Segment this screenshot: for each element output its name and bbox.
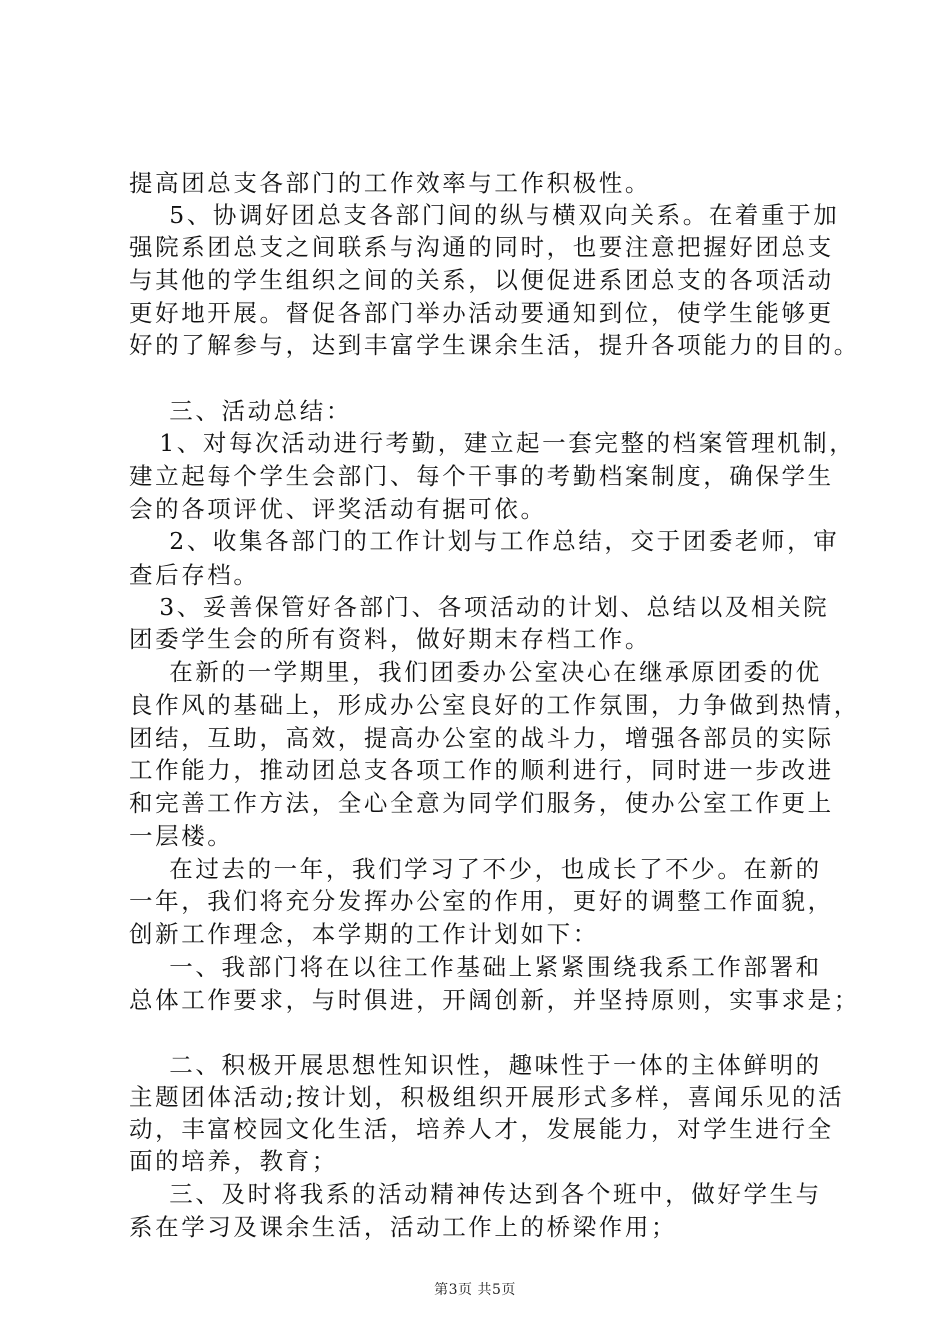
text-line: 2、收集各部门的工作计划与工作总结，交于团委老师，审 — [129, 527, 840, 555]
text-line: 面的培养，教育； — [129, 1147, 338, 1175]
text-line: 在新的一学期里，我们团委办公室决心在继承原团委的优 — [129, 658, 822, 686]
text-line: 查后存档。 — [129, 561, 260, 589]
text-line: 1、对每次活动进行考勤，建立起一套完整的档案管理机制， — [129, 429, 856, 457]
text-line: 好的了解参与，达到丰富学生课余生活，提升各项能力的目的。 — [129, 331, 860, 359]
text-line: 良作风的基础上，形成办公室良好的工作氛围，力争做到热情， — [129, 691, 860, 719]
text-line: 会的各项评优、评奖活动有据可依。 — [129, 495, 547, 523]
text-line: 系在学习及课余生活，活动工作上的桥梁作用； — [129, 1213, 678, 1241]
text-line: 提高团总支各部门的工作效率与工作积极性。 — [129, 169, 651, 197]
text-line: 一、我部门将在以往工作基础上紧紧围绕我系工作部署和 — [129, 953, 822, 981]
text-line: 创新工作理念，本学期的工作计划如下： — [129, 920, 599, 948]
page-number-footer: 第3页 共5页 — [434, 1282, 516, 1298]
text-line: 团结，互助，高效，提高办公室的战斗力，增强各部员的实际 — [129, 724, 834, 752]
text-line: 3、妥善保管好各部门、各项活动的计划、总结以及相关院 — [129, 593, 830, 621]
text-line: 一层楼。 — [129, 822, 234, 850]
text-line: 5、协调好团总支各部门间的纵与横双向关系。在着重于加 — [129, 201, 840, 229]
text-line: 总体工作要求，与时俱进，开阔创新，并坚持原则，实事求是； — [129, 986, 860, 1014]
text-line: 建立起每个学生会部门、每个干事的考勤档案制度，确保学生 — [129, 462, 834, 490]
text-line: 一年，我们将充分发挥办公室的作用，更好的调整工作面貌， — [129, 887, 834, 915]
text-line: 在过去的一年，我们学习了不少，也成长了不少。在新的 — [129, 855, 822, 883]
text-line: 更好地开展。督促各部门举办活动要通知到位，使学生能够更 — [129, 299, 834, 327]
text-line: 和完善工作方法，全心全意为同学们服务，使办公室工作更上 — [129, 789, 834, 817]
text-line: 与其他的学生组织之间的关系，以便促进系团总支的各项活动 — [129, 266, 834, 294]
text-line: 强院系团总支之间联系与沟通的同时，也要注意把握好团总支 — [129, 233, 834, 261]
text-line: 三、活动总结： — [129, 397, 352, 425]
text-line: 三、及时将我系的活动精神传达到各个班中，做好学生与 — [129, 1180, 822, 1208]
text-line: 工作能力，推动团总支各项工作的顺利进行，同时进一步改进 — [129, 756, 834, 784]
text-line: 动，丰富校园文化生活，培养人才，发展能力，对学生进行全 — [129, 1115, 834, 1143]
text-line: 主题团体活动;按计划，积极组织开展形式多样，喜闻乐见的活 — [129, 1083, 845, 1111]
text-line: 团委学生会的所有资料，做好期末存档工作。 — [129, 625, 651, 653]
text-line: 二、积极开展思想性知识性，趣味性于一体的主体鲜明的 — [129, 1051, 822, 1079]
